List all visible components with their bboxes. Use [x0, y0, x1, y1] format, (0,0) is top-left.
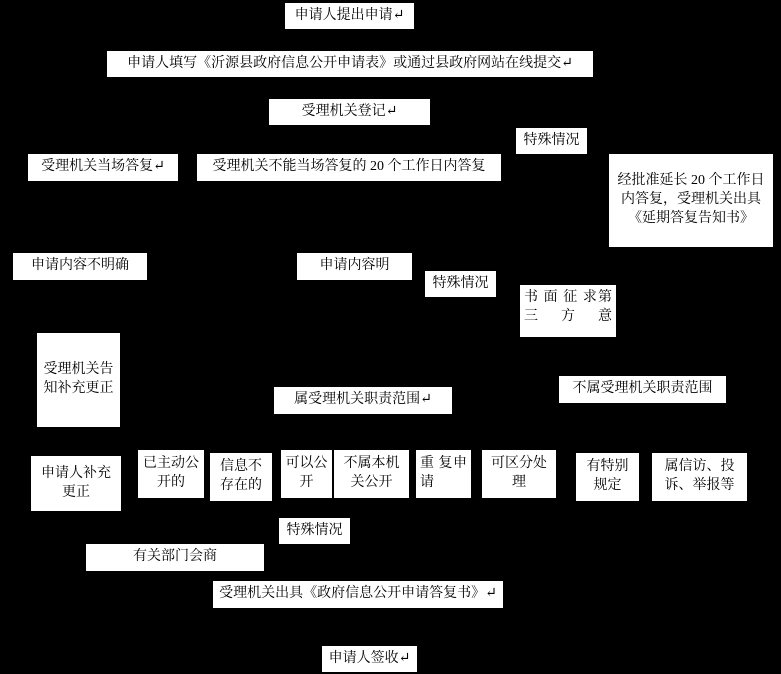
flow-node-label: 申请人签收↵ [328, 650, 411, 666]
flow-node [575, 452, 640, 502]
flow-node [212, 580, 504, 609]
flow-node [651, 452, 748, 502]
flow-node-label: 申请人填写《沂源县政府信息公开申请表》或通过县政府网站在线提交↵ [127, 55, 573, 71]
flow-node-label: 可以公开 [285, 456, 328, 490]
flow-node [273, 386, 453, 415]
flow-node-label: 书 面 征 求第三方意 [524, 290, 612, 324]
flow-node [85, 543, 265, 572]
flow-node-label: 有关部门会商 [133, 549, 217, 565]
flow-node-label: 可区分处理 [491, 456, 547, 490]
flow-node-label: 有特别规定 [586, 459, 629, 493]
flow-node [481, 449, 557, 499]
flow-node [209, 452, 273, 502]
flow-node-label: 属信访、投诉、举报等 [664, 459, 735, 493]
flow-node [608, 153, 774, 248]
flow-node-label: 受理机关当场答复↵ [41, 159, 165, 175]
flow-node [36, 332, 121, 428]
flow-node-label: 受理机关不能当场答复的 20 个工作日内答复 [212, 159, 486, 175]
flow-node [333, 449, 410, 499]
flow-node-label: 经批准延长 20 个工作日内答复，受理机关出具《延期答复告知书》 [617, 173, 765, 226]
flow-node-label: 属受理机关职责范围↵ [294, 392, 432, 408]
flow-node [519, 284, 617, 338]
flow-node [424, 270, 497, 298]
flow-node-label: 信息不存在的 [220, 459, 262, 493]
flow-node-label: 受理机关登记↵ [301, 103, 398, 119]
flow-node-label: 不属本机关公开 [343, 456, 400, 490]
flow-node [12, 252, 148, 281]
flow-node [30, 455, 122, 512]
flow-node-label: 不属受理机关职责范围 [572, 381, 713, 397]
flow-node [268, 98, 431, 126]
flow-node [415, 449, 472, 499]
flow-node-label: 受理机关出具《政府信息公开申请答复书》↵ [219, 586, 497, 602]
flow-node [280, 449, 333, 499]
flow-node [278, 517, 351, 545]
flow-node [515, 127, 588, 155]
flow-node [321, 645, 418, 673]
flow-node-label: 申请人补充更正 [41, 465, 111, 500]
flow-node [296, 252, 413, 281]
flow-node [558, 375, 727, 404]
flow-node-label: 申请人提出申请↵ [294, 7, 405, 23]
flow-node [106, 50, 594, 78]
flow-node [27, 153, 179, 182]
flow-node-label: 特殊情况 [432, 275, 489, 291]
flow-node-label: 特殊情况 [286, 522, 343, 538]
flow-node-label: 已主动公开的 [143, 456, 199, 490]
flow-node-label: 特殊情况 [523, 132, 580, 148]
flow-node [137, 449, 205, 499]
flow-node [284, 2, 415, 30]
flow-node-label: 申请内容明 [319, 258, 390, 274]
flow-node-label: 受理机关告知补充更正 [43, 362, 114, 396]
flow-node [196, 153, 502, 182]
flow-node-label: 申请内容不明确 [31, 258, 129, 274]
flow-node-label: 重 复申请 [420, 456, 467, 490]
